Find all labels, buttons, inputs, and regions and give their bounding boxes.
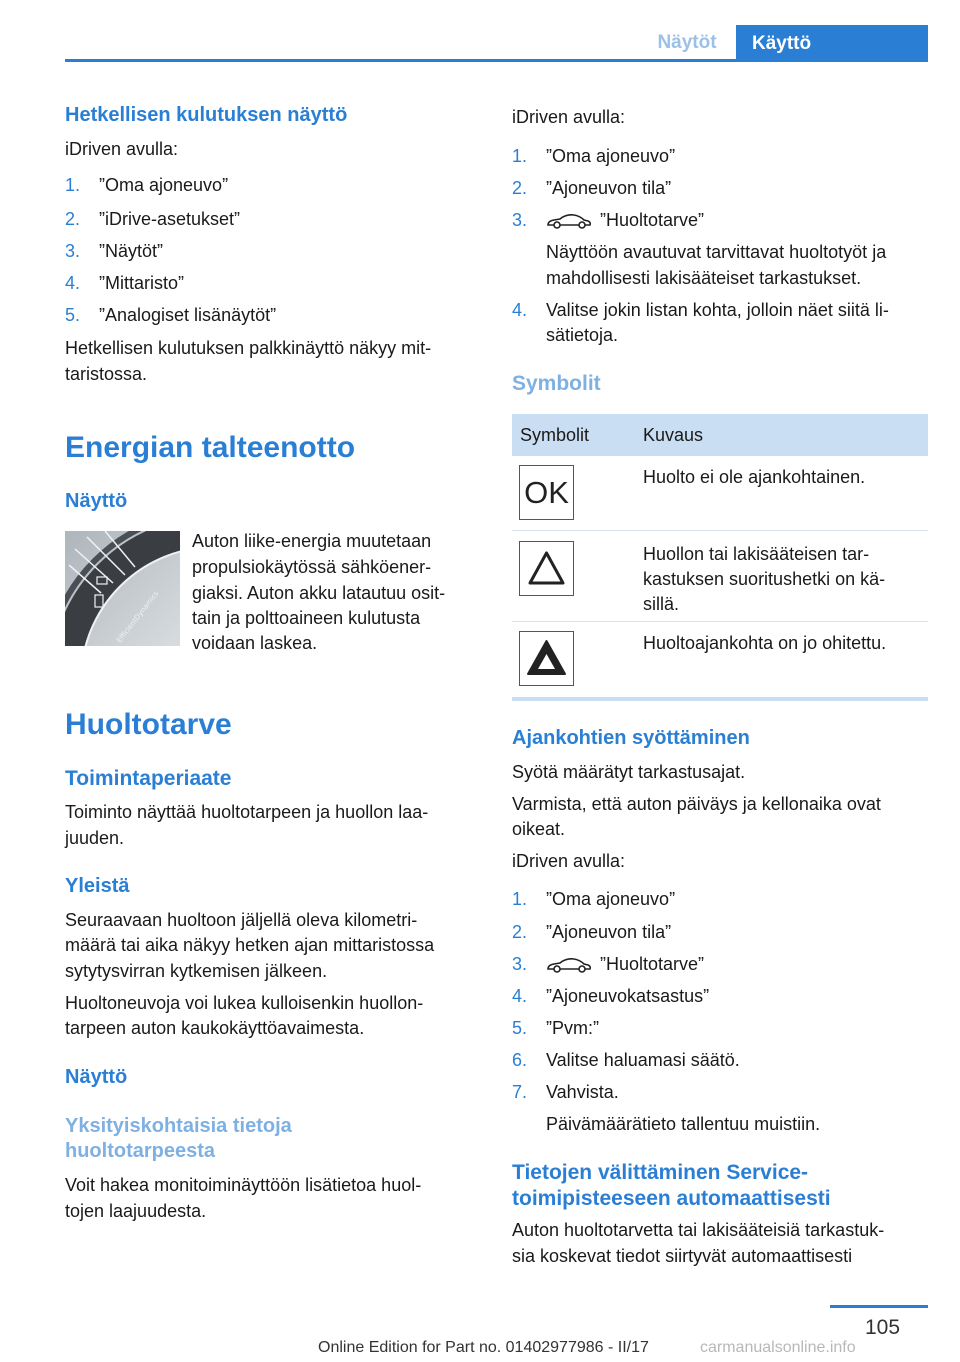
list-number: 7. — [512, 1082, 528, 1102]
principle-line: Toiminto näyttää huoltotarpeen ja huollon laa‐ — [65, 802, 429, 822]
list-text: ”Ajoneuvon tila” — [546, 178, 672, 198]
instant-consumption-title: Hetkellisen kulutuksen näyttö — [65, 104, 348, 126]
list-number: 2. — [512, 178, 528, 198]
detail-title: huoltotarpeesta — [65, 1140, 216, 1162]
list-number: 2. — [512, 922, 528, 942]
header-rule — [65, 59, 928, 62]
list-number: 6. — [512, 1050, 528, 1070]
car-icon — [546, 212, 592, 230]
list-text-with-icon — [546, 951, 704, 977]
energy-text-line: giaksi. Auton akku latautuu osit‐ — [192, 583, 446, 603]
general-line: Seuraavaan huoltoon jäljellä oleva kilometri‐ — [65, 910, 418, 930]
list-text: Päivämäärätieto tallentuu muistiin. — [546, 1114, 821, 1134]
efficient-dynamics-gauge-image — [65, 531, 180, 646]
list-text: sätietoja. — [546, 325, 619, 345]
dates-p2: Varmista, että auton päiväys ja kellonaika ovat — [512, 794, 881, 814]
list-number: 5. — [512, 1018, 528, 1038]
instant-body-line: Hetkellisen kulutuksen palkkinäyttö näkyy mit‐ — [65, 338, 432, 358]
warning-triangle-filled-icon — [520, 632, 573, 685]
table-bottom-rule — [512, 697, 928, 701]
table-row-text: Huolto ei ole ajankohtainen. — [643, 467, 866, 487]
list-number: 4. — [512, 300, 528, 320]
symbols-title: Symbolit — [512, 372, 601, 395]
list-text: ”Ajoneuvon tila” — [546, 922, 672, 942]
dates-title: Ajankohtien syöttäminen — [512, 727, 750, 749]
right-intro: iDriven avulla: — [512, 107, 626, 127]
principle-line: juuden. — [65, 828, 125, 848]
list-number: 4. — [65, 273, 81, 293]
table-row-divider — [512, 621, 928, 622]
list-number: 3. — [65, 241, 81, 261]
page-number: 105 — [865, 1316, 901, 1339]
principle-title: Toimintaperiaate — [65, 767, 232, 790]
table-col-description: Kuvaus — [643, 425, 704, 445]
transfer-title: Tietojen välittäminen Service- — [512, 1161, 809, 1184]
general-line: määrä tai aika näkyy hetken ajan mittaristossa — [65, 935, 435, 955]
triangle-filled-symbol — [519, 631, 574, 686]
general-title: Yleistä — [65, 875, 130, 897]
energy-text-line: propulsiokäytössä sähköener‐ — [192, 557, 432, 577]
list-text: ”iDrive-asetukset” — [99, 209, 241, 229]
list-text: ”Oma ajoneuvo” — [546, 146, 676, 166]
service-need-label: ”Huoltotarve” — [600, 954, 705, 974]
list-text: ”Pvm:” — [546, 1018, 599, 1038]
list-number: 1. — [512, 146, 528, 166]
table-col-symbols: Symbolit — [520, 425, 590, 445]
general2-line: Huoltoneuvoja voi lukea kulloisenkin huollon‐ — [65, 993, 424, 1013]
list-text-with-icon — [546, 207, 704, 233]
instant-intro: iDriven avulla: — [65, 139, 179, 159]
list-number: 1. — [65, 175, 81, 195]
footer-rule — [830, 1305, 928, 1308]
tab-naytot: Näytöt — [638, 25, 736, 59]
transfer-title: toimipisteeseen automaattisesti — [512, 1187, 831, 1210]
table-row-text: Huollon tai lakisääteisen tar‐ — [643, 544, 870, 564]
energy-text-line: tain ja polttoaineen kulutusta — [192, 608, 421, 628]
list-number: 4. — [512, 986, 528, 1006]
ok-symbol-text: OK — [524, 475, 569, 510]
list-text: mahdollisesti lakisääteiset tarkastukset. — [546, 268, 862, 288]
list-text: ”Oma ajoneuvo” — [99, 175, 229, 195]
list-text: ”Mittaristo” — [99, 273, 184, 293]
energy-recovery-title: Energian talteenotto — [65, 431, 356, 464]
general2-line: tarpeen auton kaukokäyttöavaimesta. — [65, 1018, 365, 1038]
transfer-line: sia koskevat tiedot siirtyvät automaattisesti — [512, 1246, 853, 1266]
list-number: 3. — [512, 210, 528, 230]
list-text: ”Näytöt” — [99, 241, 164, 261]
list-text: Vahvista. — [546, 1082, 619, 1102]
table-row-text: kastuksen suoritushetki on kä‐ — [643, 569, 886, 589]
list-number: 2. — [65, 209, 81, 229]
list-text: ”Ajoneuvokatsastus” — [546, 986, 710, 1006]
service-need-label: ”Huoltotarve” — [600, 210, 705, 230]
detail-title: Yksityiskohtaisia tietoja — [65, 1115, 292, 1137]
instant-body-line: taristossa. — [65, 364, 148, 384]
service-title: Huoltotarve — [65, 708, 232, 741]
list-text: ”Analogiset lisänäytöt” — [99, 305, 277, 325]
tab-kaytto: Käyttö — [736, 25, 928, 61]
energy-text-line: Auton liike-energia muutetaan — [192, 531, 432, 551]
list-text: Valitse jokin listan kohta, jolloin näet siitä li‐ — [546, 300, 889, 320]
dates-intro: iDriven avulla: — [512, 851, 626, 871]
ok-symbol — [519, 465, 574, 520]
table-row-divider — [512, 530, 928, 531]
table-row-text: Huoltoajankohta on jo ohitettu. — [643, 633, 887, 653]
list-number: 5. — [65, 305, 81, 325]
edition-text: Online Edition for Part no. 01402977986 - II/17 — [318, 1339, 649, 1356]
list-number: 1. — [512, 889, 528, 909]
transfer-line: Auton huoltotarvetta tai lakisääteisiä tarkastuk‐ — [512, 1220, 885, 1240]
symbols-table-header — [512, 414, 928, 456]
detail-line: Voit hakea monitoiminäyttöön lisätietoa huol‐ — [65, 1175, 422, 1195]
general-line: sytytysvirran kytkemisen jälkeen. — [65, 961, 328, 981]
dates-p2: oikeat. — [512, 819, 566, 839]
list-text: Näyttöön avautuvat tarvittavat huoltotyöt ja — [546, 242, 887, 262]
dates-p1: Syötä määrätyt tarkastusajat. — [512, 762, 746, 782]
list-number: 3. — [512, 954, 528, 974]
table-row-text: sillä. — [643, 594, 680, 614]
list-text: ”Oma ajoneuvo” — [546, 889, 676, 909]
energy-display-title: Näyttö — [65, 490, 128, 512]
triangle-outline-symbol — [519, 541, 574, 596]
detail-line: tojen laajuudesta. — [65, 1201, 207, 1221]
car-icon — [546, 956, 592, 974]
display-title: Näyttö — [65, 1066, 128, 1088]
warning-triangle-outline-icon — [520, 542, 573, 595]
list-text: Valitse haluamasi säätö. — [546, 1050, 740, 1070]
gauge-label: EfficientDynamics — [115, 589, 161, 645]
energy-text-line: voidaan laskea. — [192, 633, 318, 653]
watermark: carmanualsonline.info — [700, 1339, 856, 1356]
